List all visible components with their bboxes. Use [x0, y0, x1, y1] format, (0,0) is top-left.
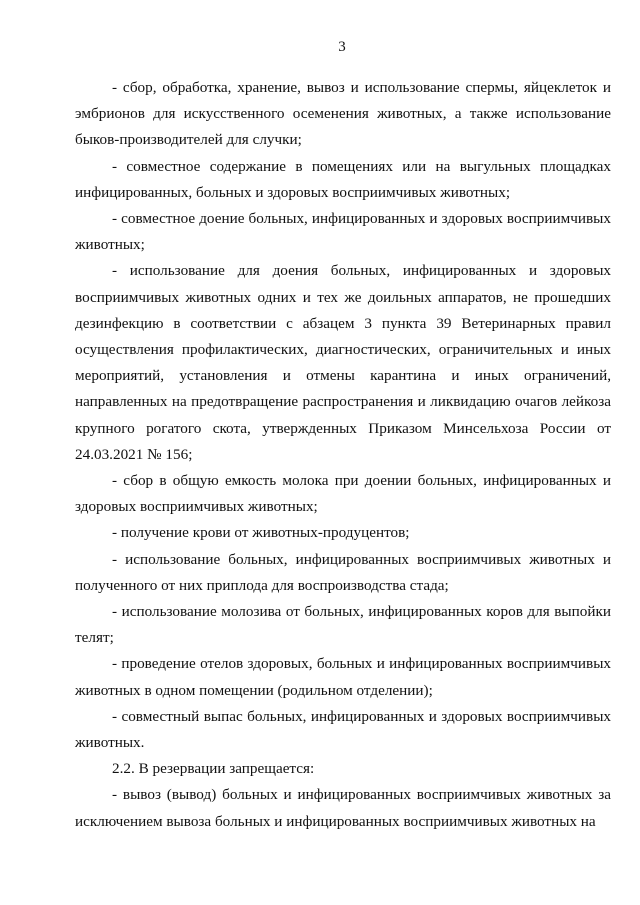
paragraph-joint-keeping: - совместное содержание в помещениях или на выгульных площадках инфицированных, больных и здоровых восприимчивых животных;	[75, 157, 611, 201]
paragraph-joint-grazing: - совместный выпас больных, инфицированных и здоровых восприимчивых животных.	[75, 707, 611, 752]
paragraph-milking-machines: - использование для доения больных, инфицированных и здоровых восприимчивых животных одних и тех же доильных аппаратов, не прошедших дезинфекцию в соответствии с абзацем 3 пункта 39 Ветеринарных правил осуществления профилактических, диагностических, ограничительных и иных мероприятий, установления и отмены карантина и иных ограничений, направленных на предотвращение распространения и ликвидацию очагов лейкоза крупного рогатого скота, утвержденных Приказом Минсельхоза России от 24.03.2021 № 156;	[75, 262, 611, 463]
paragraph-herd-reproduction: - использование больных, инфицированных восприимчивых животных и полученного от них приплода для воспроизводства стада;	[75, 550, 611, 594]
paragraph-calving: - проведение отелов здоровых, больных и инфицированных восприимчивых животных в одном помещении (родильном отделении);	[75, 655, 611, 699]
document-body	[75, 75, 611, 835]
section-heading-2-2: 2.2. В резервации запрещается:	[112, 760, 315, 778]
paragraph-milk-collection: - сбор в общую емкость молока при доении больных, инфицированных и здоровых восприимчивых животных;	[75, 472, 611, 516]
paragraph-blood-collection: - получение крови от животных-продуцентов;	[112, 524, 410, 542]
paragraph-joint-milking: - совместное доение больных, инфицированных и здоровых восприимчивых животных;	[75, 210, 611, 254]
page-number: 3	[338, 39, 346, 55]
paragraph-colostrum-use: - использование молозива от больных, инфицированных коров для выпойки телят;	[75, 603, 611, 647]
paragraph-animal-removal: - вывоз (вывод) больных и инфицированных восприимчивых животных за исключением вывоза больных и инфицированных восприимчивых животных на	[75, 786, 611, 830]
paragraph-semen-collection: - сбор, обработка, хранение, вывоз и использование спермы, яйцеклеток и эмбрионов для искусственного осеменения животных, а также использование быков-производителей для случки;	[75, 79, 611, 149]
